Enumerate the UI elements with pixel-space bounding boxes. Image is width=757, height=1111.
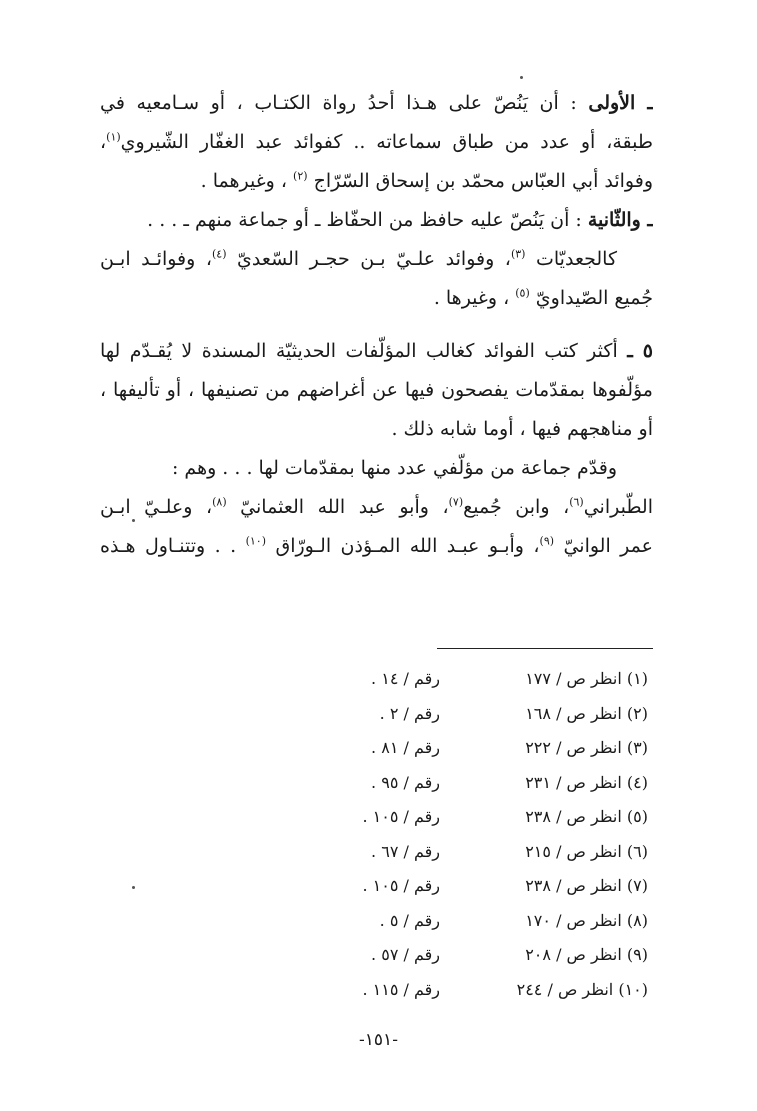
- heading-first: ـ الأولى: [588, 92, 653, 114]
- footnote-ref-8: (٨): [212, 495, 227, 509]
- footnote-item: (١) انظر ص / ١٧٧ رقم / ١٤ .: [371, 669, 648, 688]
- text-line-10: وقدّم جماعة من مؤلّفي عدد منها بمقدّمات لها . . . وهم :: [171, 457, 617, 479]
- footnote-ref-9: (٩): [539, 534, 555, 548]
- footnote-item: (٧) انظر ص / ٢٣٨ رقم / ١٠٥ .: [362, 876, 648, 895]
- footnote-ref-6: (٦): [569, 495, 584, 509]
- footnote-item: (٣) انظر ص / ٢٢٢ رقم / ٨١ .: [371, 738, 648, 757]
- text-line-4: ـ والثّانية : أن يَنُصّ عليه حافظ من الحفّاظ ـ أو جماعة منهم ـ . . .: [147, 209, 653, 231]
- footnote-item: (٨) انظر ص / ١٧٠ رقم / ٥ .: [379, 910, 648, 930]
- footnote-ref-7: (٧): [448, 495, 464, 509]
- footnote-ref-2: (٢): [293, 169, 308, 183]
- footnotes: [300, 662, 648, 1007]
- footnote-item: (٢) انظر ص / ١٦٨ رقم / ٢ .: [379, 703, 648, 723]
- footnote-ref-1: (١): [106, 130, 121, 144]
- footnote-ref-4: (٤): [212, 247, 227, 261]
- text-line-5: كالجعديّات $^{(٣)}$، وفوائد علـيّ بـن حجـر السّعديّ $^{(٤)}$، وفوائـد ابـن: [100, 247, 618, 270]
- footnote-ref-10: (١٠): [245, 534, 267, 548]
- footnote-item: (٥) انظر ص / ٢٣٨ رقم / ١٠٥ .: [362, 807, 648, 826]
- heading-second: ـ والثّانية: [587, 209, 653, 231]
- text-line-11: الطّبراني$^{(٦)}$، وابن جُميع$^{(٧)}$، وأبو عبد الله العثمانيّ $^{(٨)}$، وعلـيّ ابـن: [100, 495, 653, 518]
- scan-speck: [520, 76, 523, 79]
- footnote-ref-3: (٣): [510, 247, 526, 261]
- scan-speck: [132, 519, 135, 522]
- footnote-ref-5: (٥): [515, 286, 530, 300]
- scan-speck: [132, 886, 135, 889]
- footnote-item: (٦) انظر ص / ٢١٥ رقم / ٦٧ .: [371, 841, 648, 861]
- text-line-7: ٥ ـ أكثر كتب الفوائد كغالب المؤلّفات الحديثيّة المسندة لا يُقـدّم لها: [100, 340, 653, 362]
- footnote-item: (٤) انظر ص / ٢٣١ رقم / ٩٥ .: [371, 772, 648, 792]
- text-line-8: مؤلّفوها بمقدّمات يفصحون فيها عن أغراضهم من تصنيفها ، أو تأليفها ،: [100, 379, 653, 401]
- footnote-divider: [437, 648, 653, 649]
- text-line-2: طبقة، أو عدد من طباق سماعاته .. كفوائد عبد الغفّار الشّيروي$^{(١)}$،: [100, 130, 653, 153]
- footnote-item: (٩) انظر ص / ٢٠٨ رقم / ٥٧ .: [371, 945, 648, 964]
- page-number: -١٥١-: [359, 1030, 398, 1050]
- point-number-5: ٥ ـ: [627, 340, 653, 362]
- footnote-item: (١٠) انظر ص / ٢٤٤ رقم / ١١٥ .: [362, 979, 648, 999]
- text-line-1: ـ الأولى : أن يَنُصّ على هـذا أحدُ رواة الكتـاب ، أو سـامعيه في: [100, 92, 653, 114]
- text-line-9: أو مناهجهم فيها ، أوما شابه ذلك .: [391, 418, 653, 440]
- text-line-3: وفوائد أبي العبّاس محمّد بن إسحاق السّرّاج $^{(٢)}$ ، وغيرهما .: [200, 169, 653, 192]
- main-text: [100, 84, 653, 566]
- text-line-6: جُميع الصّيداويّ $^{(٥)}$ ، وغيرها .: [433, 286, 653, 309]
- text-line-12: عمر الوانيّ $^{(٩)}$، وأبـو عبـد الله المـؤذن الـورّاق $^{(١٠)}$ . . وتتنـاول هـذه: [100, 534, 653, 557]
